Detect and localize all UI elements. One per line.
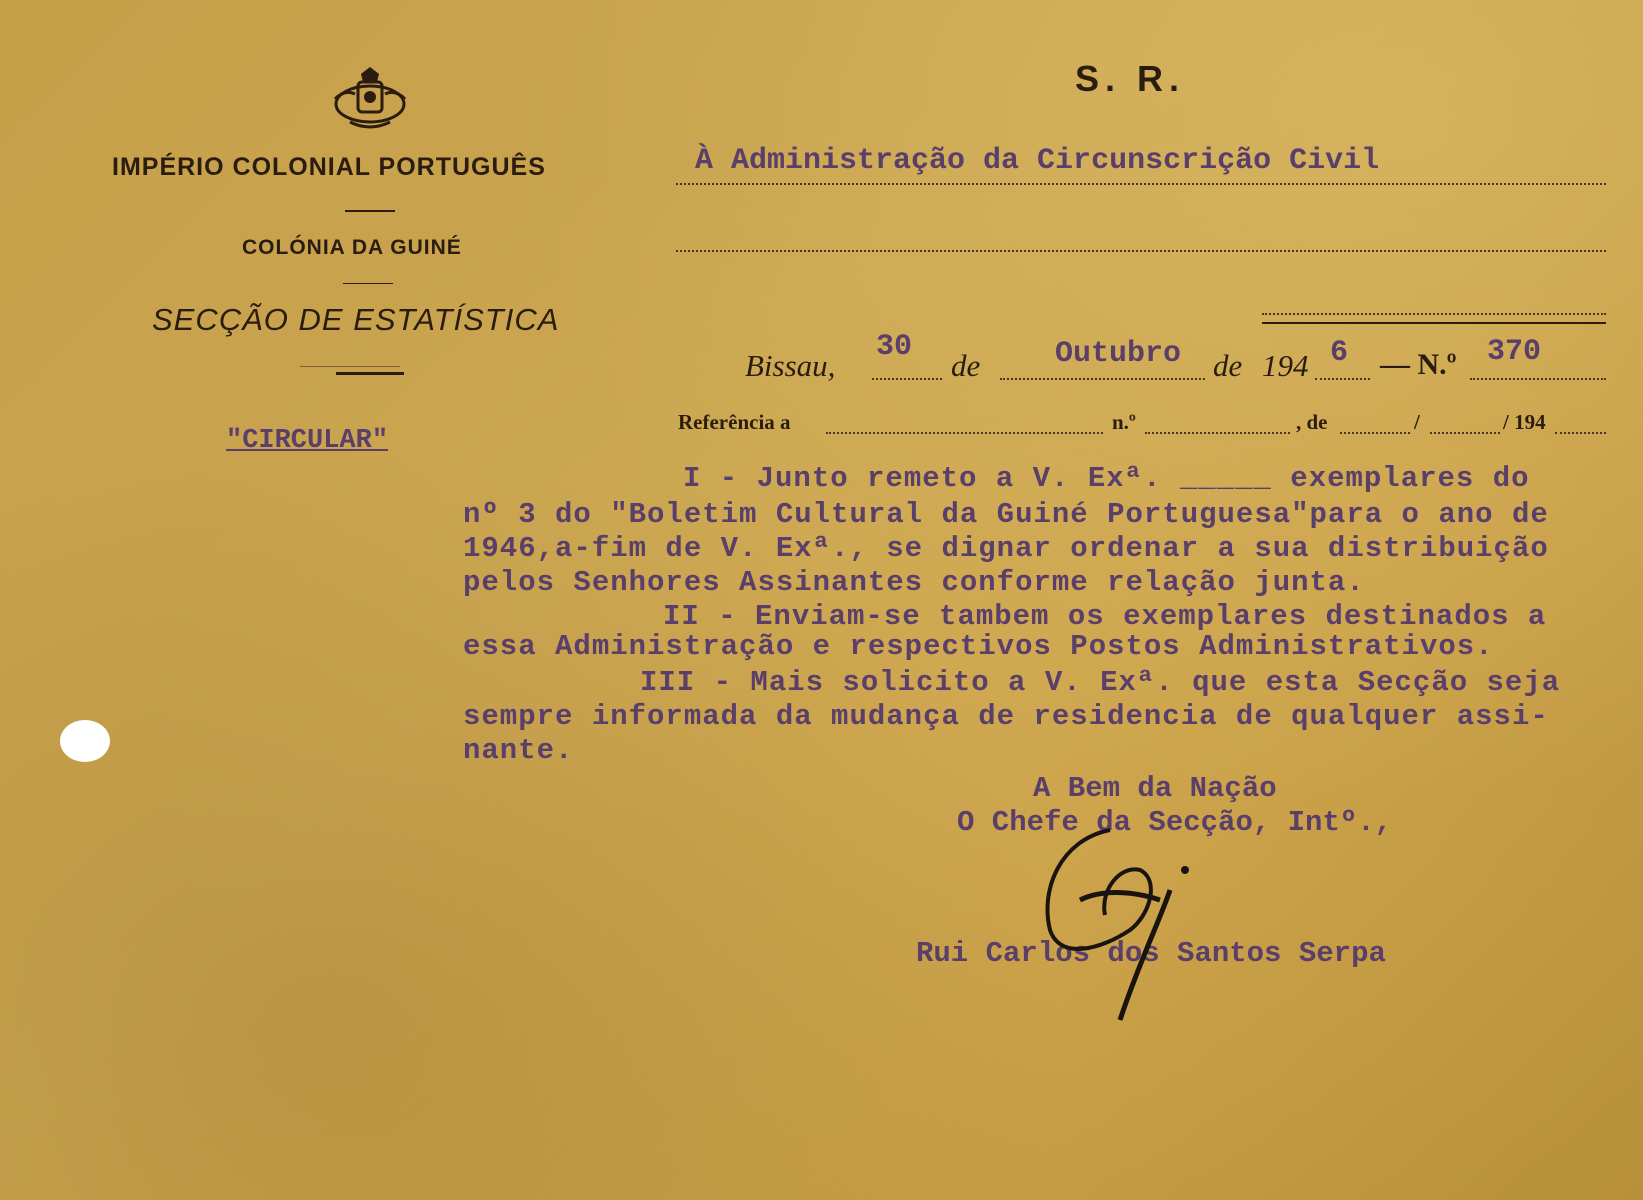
- addressee-line-1: [676, 183, 1606, 185]
- body-line: III - Mais solicito a V. Exª. que esta Secção seja: [640, 666, 1561, 699]
- reference-de-label: , de: [1296, 410, 1328, 434]
- divider: [345, 210, 395, 212]
- day-value: 30: [876, 330, 913, 364]
- sr-heading: S. R.: [1075, 58, 1186, 99]
- month-value: Outubro: [1055, 337, 1182, 371]
- date-de: de: [1213, 348, 1243, 383]
- date-de: de: [951, 348, 981, 383]
- number-label: — N.º: [1380, 348, 1457, 381]
- body-line: pelos Senhores Assinantes conforme relação junta.: [463, 566, 1365, 599]
- divider: [343, 283, 393, 284]
- colony-heading: COLÓNIA DA GUINÉ: [242, 236, 462, 259]
- reference-year: / 194: [1503, 410, 1546, 434]
- body-line: nº 3 do "Boletim Cultural da Guiné Portuguesa"para o ano de: [463, 498, 1549, 531]
- divider: [336, 372, 404, 375]
- reference-month-line: [1430, 432, 1500, 434]
- reference-year-line: [1555, 432, 1606, 434]
- punch-hole: [60, 720, 110, 762]
- handwritten-signature: [1020, 820, 1220, 1030]
- year-digit: 6: [1330, 336, 1349, 370]
- year-line: [1315, 378, 1370, 380]
- day-line: [872, 378, 942, 380]
- circular-label: "CIRCULAR": [226, 426, 389, 456]
- closing-salutation: A Bem da Nação: [1033, 772, 1277, 805]
- reference-label: Referência a: [678, 410, 791, 434]
- body-line: I - Junto remeto a V. Exª. _____ exemplares do: [683, 462, 1530, 495]
- number-line: [1470, 378, 1606, 380]
- addressee-line-3: [1262, 313, 1606, 315]
- place: Bissau,: [745, 348, 836, 383]
- signer-name: Rui Carlos dos Santos Serpa: [916, 937, 1386, 970]
- body-line: II - Enviam-se tambem os exemplares destinados a: [663, 600, 1547, 633]
- body-line: sempre informada da mudança de residencia de qualquer assi-: [463, 700, 1549, 733]
- year-prefix: 194: [1262, 348, 1309, 383]
- number-value: 370: [1487, 335, 1542, 369]
- section-heading: SECÇÃO DE ESTATÍSTICA: [152, 302, 560, 337]
- addressee-line-2: [676, 250, 1606, 252]
- month-line: [1000, 378, 1205, 380]
- reference-no-line: [1145, 432, 1290, 434]
- body-line: nante.: [463, 734, 574, 767]
- addressee: À Administração da Circunscrição Civil: [695, 144, 1380, 178]
- coat-of-arms-icon: [325, 64, 415, 134]
- reference-no-label: n.º: [1112, 410, 1136, 434]
- closing-title: O Chefe da Secção, Intº.,: [957, 806, 1393, 839]
- divider: [300, 366, 400, 367]
- divider: [1262, 322, 1606, 324]
- reference-slash: /: [1414, 410, 1420, 434]
- reference-line: [826, 432, 1103, 434]
- body-line: essa Administração e respectivos Postos Administrativos.: [463, 630, 1494, 663]
- body-line: 1946,a-fim de V. Exª., se dignar ordenar a sua distribuição: [463, 532, 1549, 565]
- empire-heading: IMPÉRIO COLONIAL PORTUGUÊS: [112, 153, 546, 181]
- reference-day-line: [1340, 432, 1410, 434]
